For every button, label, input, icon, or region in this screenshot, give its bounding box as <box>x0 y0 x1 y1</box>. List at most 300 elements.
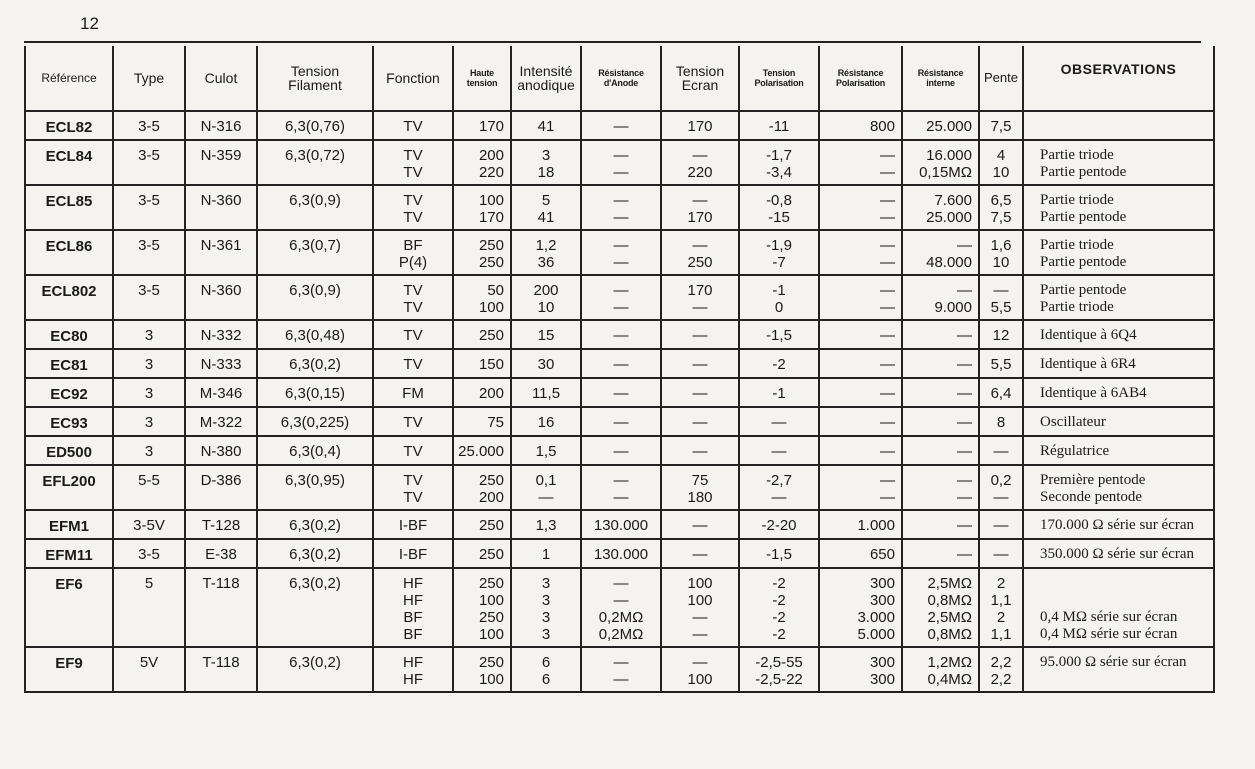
pente-cell-line: 2,2 <box>990 671 1012 688</box>
observations-cell <box>1023 647 1214 692</box>
tension-ecran-cell-content <box>662 540 738 566</box>
table-row <box>25 275 1214 320</box>
resistance-interne-cell-line: — <box>957 327 972 344</box>
reference-cell <box>25 378 113 407</box>
tension-polarisation-cell-line: -1 <box>772 282 786 299</box>
pente-cell-content <box>980 276 1022 319</box>
resistance-anode-cell-content <box>582 437 660 463</box>
pente-cell <box>979 140 1023 185</box>
observations-cell-line: Partie triode <box>1040 147 1114 163</box>
resistance-polarisation-cell-line: 300 <box>869 671 895 688</box>
intensite-anodique-cell-line: 16 <box>537 414 555 431</box>
intensite-anodique-cell-content <box>512 321 580 347</box>
haute-tension-cell-content <box>454 186 510 229</box>
fonction-cell-content <box>374 112 452 138</box>
resistance-interne-cell-line: — <box>957 237 972 254</box>
intensite-anodique-cell-line: 3 <box>541 147 551 164</box>
tension-polarisation-cell <box>739 568 819 647</box>
resistance-interne-cell-content <box>903 231 978 274</box>
type-cell-content: 5-5 <box>138 472 160 489</box>
fonction-cell <box>373 539 453 568</box>
observations-cell-content <box>1024 408 1213 434</box>
tension-polarisation-cell-content <box>740 569 818 646</box>
culot-cell-content: M-346 <box>199 385 243 402</box>
resistance-polarisation-cell-content <box>820 112 901 138</box>
observations-cell-line: 0,4 MΩ série sur écran <box>1040 626 1178 642</box>
resistance-anode-cell-content <box>582 231 660 274</box>
tension-ecran-cell-content <box>662 186 738 229</box>
culot-cell <box>185 436 257 465</box>
intensite-anodique-cell <box>511 568 581 647</box>
tension-ecran-cell-content <box>662 511 738 537</box>
header-haute-tension <box>453 46 511 111</box>
pente-cell <box>979 465 1023 510</box>
resistance-interne-cell-line: — <box>957 443 972 460</box>
resistance-interne-cell <box>902 275 979 320</box>
tension-filament-cell-content: 6,3(0,4) <box>289 443 341 460</box>
header-tension-filament-line-1: Tension <box>290 63 340 79</box>
tension-ecran-cell-content <box>662 379 738 405</box>
resistance-polarisation-cell-line: — <box>880 356 895 373</box>
resistance-polarisation-cell-line: 3.000 <box>857 609 895 626</box>
header-resistance-interne <box>902 46 979 111</box>
reference-cell <box>25 510 113 539</box>
tension-ecran-cell <box>661 436 739 465</box>
tension-filament-cell-content: 6,3(0,15) <box>284 385 346 402</box>
header-resistance-interne-line-1: Résistance <box>917 68 964 78</box>
culot-cell-content: N-359 <box>200 147 242 164</box>
tension-polarisation-cell-line: -1,7 <box>766 147 792 164</box>
resistance-interne-cell-line: — <box>957 517 972 534</box>
pente-cell <box>979 230 1023 275</box>
resistance-polarisation-cell-content <box>820 648 901 691</box>
tension-ecran-cell <box>661 185 739 230</box>
resistance-anode-cell <box>581 568 661 647</box>
haute-tension-cell-line: 250 <box>478 575 504 592</box>
intensite-anodique-cell-content <box>512 437 580 463</box>
intensite-anodique-cell-line: 11,5 <box>531 385 561 402</box>
resistance-interne-cell-content <box>903 141 978 184</box>
intensite-anodique-cell-content <box>512 141 580 184</box>
tension-polarisation-cell-line: -1 <box>772 385 786 402</box>
resistance-polarisation-cell-line: — <box>880 282 895 299</box>
culot-cell <box>185 185 257 230</box>
tension-filament-cell-content: 6,3(0,2) <box>289 575 341 592</box>
pente-cell-line: — <box>993 443 1009 460</box>
resistance-anode-cell-line: — <box>613 164 629 181</box>
tension-polarisation-cell <box>739 510 819 539</box>
tension-polarisation-cell <box>739 465 819 510</box>
resistance-interne-cell <box>902 647 979 692</box>
intensite-anodique-cell <box>511 510 581 539</box>
fonction-cell-line: BF <box>403 626 423 643</box>
pente-cell-line: 7,5 <box>990 209 1012 226</box>
tension-filament-cell <box>257 320 373 349</box>
resistance-interne-cell <box>902 465 979 510</box>
reference-cell-content: EC81 <box>50 357 88 374</box>
resistance-polarisation-cell-line: — <box>880 443 895 460</box>
tension-ecran-cell-line: 220 <box>687 164 713 181</box>
resistance-anode-cell-content <box>582 186 660 229</box>
resistance-interne-cell-line: 0,8MΩ <box>927 626 972 643</box>
resistance-polarisation-cell-content <box>820 350 901 376</box>
fonction-cell <box>373 568 453 647</box>
observations-cell-line: 170.000 Ω série sur écran <box>1040 517 1195 533</box>
type-cell <box>113 647 185 692</box>
tension-ecran-cell-line: 170 <box>687 209 713 226</box>
type-cell <box>113 111 185 140</box>
resistance-polarisation-cell <box>819 378 902 407</box>
header-resistance-polarisation-line-1: Résistance <box>837 68 884 78</box>
resistance-polarisation-cell-line: — <box>880 237 895 254</box>
resistance-anode-cell-line: 0,2MΩ <box>598 626 644 643</box>
header-haute-tension-line-2: tension <box>466 78 498 88</box>
resistance-interne-cell-line: 2,5MΩ <box>927 575 972 592</box>
observations-cell-line: 0,4 MΩ série sur écran <box>1040 609 1178 625</box>
tension-polarisation-cell-line: -2 <box>772 592 786 609</box>
intensite-anodique-cell-line: 5 <box>541 192 551 209</box>
haute-tension-cell-line: 100 <box>478 592 504 609</box>
culot-cell-content: T-118 <box>202 654 240 671</box>
haute-tension-cell <box>453 378 511 407</box>
pente-cell-content <box>980 141 1022 184</box>
resistance-anode-cell-line: — <box>613 209 629 226</box>
culot-cell <box>185 568 257 647</box>
intensite-anodique-cell-line: 41 <box>537 118 555 135</box>
observations-cell-content <box>1024 276 1213 319</box>
intensite-anodique-cell <box>511 378 581 407</box>
resistance-interne-cell-content <box>903 408 978 434</box>
tension-filament-cell <box>257 349 373 378</box>
fonction-cell-line: BF <box>403 609 423 626</box>
tension-filament-cell <box>257 378 373 407</box>
intensite-anodique-cell-line: 18 <box>537 164 555 181</box>
tension-ecran-cell <box>661 111 739 140</box>
intensite-anodique-cell-line: 3 <box>541 626 551 643</box>
resistance-polarisation-cell-line: 5.000 <box>857 626 895 643</box>
tension-ecran-cell-content <box>662 141 738 184</box>
tension-ecran-cell-content <box>662 112 738 138</box>
resistance-anode-cell-line: — <box>613 282 629 299</box>
tension-ecran-cell-content <box>662 231 738 274</box>
header-resistance-anode-line-1: Résistance <box>598 68 644 78</box>
tension-filament-cell-content: 6,3(0,95) <box>284 472 346 489</box>
reference-cell <box>25 111 113 140</box>
resistance-polarisation-cell-line: 300 <box>869 654 895 671</box>
resistance-anode-cell-line: — <box>613 385 629 402</box>
fonction-cell-content <box>374 540 452 566</box>
resistance-anode-cell-content <box>582 511 660 537</box>
observations-cell-content <box>1024 186 1213 229</box>
intensite-anodique-cell <box>511 647 581 692</box>
header-tension-filament <box>257 46 373 111</box>
fonction-cell-line: HF <box>403 671 423 688</box>
fonction-cell-line: TV <box>403 443 423 460</box>
resistance-anode-cell-line: 130.000 <box>593 546 649 563</box>
tension-polarisation-cell <box>739 230 819 275</box>
pente-cell-line: 4 <box>996 147 1006 164</box>
tension-ecran-cell-line: — <box>692 237 708 254</box>
tension-polarisation-cell <box>739 349 819 378</box>
resistance-polarisation-cell-content <box>820 511 901 537</box>
observations-cell-content <box>1024 350 1213 376</box>
haute-tension-cell-line: 75 <box>487 414 504 431</box>
tension-filament-cell-content: 6,3(0,2) <box>289 654 341 671</box>
fonction-cell <box>373 230 453 275</box>
intensite-anodique-cell-line: — <box>538 489 554 506</box>
resistance-anode-cell-line: — <box>613 414 629 431</box>
tension-filament-cell-content: 6,3(0,76) <box>284 118 346 135</box>
resistance-polarisation-cell-line: 800 <box>869 118 895 135</box>
pente-cell <box>979 539 1023 568</box>
resistance-polarisation-cell <box>819 111 902 140</box>
tension-polarisation-cell-content <box>740 379 818 405</box>
resistance-polarisation-cell-line: — <box>880 192 895 209</box>
tension-polarisation-cell-content <box>740 648 818 691</box>
tension-ecran-cell-line: 170 <box>687 118 713 135</box>
pente-cell-line: — <box>993 546 1009 563</box>
intensite-anodique-cell-line: 30 <box>537 356 555 373</box>
pente-cell-line: 5,5 <box>990 299 1012 316</box>
intensite-anodique-cell-content <box>512 112 580 138</box>
header-resistance-interne-line-2: interne <box>926 78 955 88</box>
header-tension-polarisation-line-2: Polarisation <box>754 78 804 88</box>
tension-polarisation-cell <box>739 407 819 436</box>
tension-polarisation-cell-content <box>740 408 818 434</box>
tension-polarisation-cell <box>739 140 819 185</box>
type-cell-content: 3 <box>144 356 154 373</box>
resistance-interne-cell-content <box>903 540 978 566</box>
observations-cell-content <box>1024 511 1213 537</box>
tension-ecran-cell-line: — <box>692 356 708 373</box>
table-body <box>25 111 1214 692</box>
pente-cell-content <box>980 648 1022 691</box>
haute-tension-cell-content <box>454 321 510 347</box>
culot-cell-content: N-360 <box>200 282 242 299</box>
resistance-polarisation-cell <box>819 230 902 275</box>
resistance-anode-cell-content <box>582 112 660 138</box>
resistance-anode-cell <box>581 647 661 692</box>
resistance-interne-cell <box>902 230 979 275</box>
reference-cell-content: EF9 <box>55 655 83 672</box>
reference-cell <box>25 436 113 465</box>
intensite-anodique-cell-line: 1 <box>541 546 551 563</box>
pente-cell <box>979 378 1023 407</box>
resistance-polarisation-cell-line: 650 <box>869 546 895 563</box>
pente-cell-line: 8 <box>996 414 1006 431</box>
tension-ecran-cell <box>661 378 739 407</box>
observations-cell-line: Identique à 6Q4 <box>1040 327 1137 343</box>
pente-cell-line: 1,1 <box>990 592 1012 609</box>
intensite-anodique-cell <box>511 275 581 320</box>
tension-polarisation-cell-line: -2,5-55 <box>755 654 803 671</box>
tension-polarisation-cell-line: -11 <box>768 118 790 135</box>
culot-cell-content: N-316 <box>200 118 242 135</box>
resistance-interne-cell-content <box>903 648 978 691</box>
resistance-interne-cell-line: 7.600 <box>934 192 972 209</box>
haute-tension-cell <box>453 230 511 275</box>
resistance-polarisation-cell-line: 300 <box>869 575 895 592</box>
tension-ecran-cell-line: — <box>692 546 708 563</box>
tension-ecran-cell-content <box>662 466 738 509</box>
resistance-polarisation-cell-content <box>820 321 901 347</box>
haute-tension-cell-content <box>454 379 510 405</box>
type-cell <box>113 436 185 465</box>
pente-cell-content <box>980 321 1022 347</box>
tension-filament-cell <box>257 510 373 539</box>
culot-cell-content: M-322 <box>199 414 243 431</box>
resistance-anode-cell <box>581 111 661 140</box>
culot-cell <box>185 465 257 510</box>
observations-cell-content <box>1024 112 1213 138</box>
haute-tension-cell-content <box>454 540 510 566</box>
tension-filament-cell <box>257 275 373 320</box>
pente-cell-line: 10 <box>992 254 1010 271</box>
haute-tension-cell <box>453 510 511 539</box>
haute-tension-cell <box>453 436 511 465</box>
type-cell-content: 3 <box>144 443 154 460</box>
tension-filament-cell <box>257 465 373 510</box>
resistance-polarisation-cell-line: — <box>880 489 895 506</box>
observations-cell-content <box>1024 141 1213 184</box>
resistance-polarisation-cell-content <box>820 231 901 274</box>
tension-ecran-cell-line: — <box>692 414 708 431</box>
reference-cell-content: EFM1 <box>48 518 89 535</box>
haute-tension-cell <box>453 647 511 692</box>
haute-tension-cell-line: 250 <box>478 654 504 671</box>
resistance-interne-cell <box>902 140 979 185</box>
resistance-anode-cell-content <box>582 350 660 376</box>
fonction-cell <box>373 510 453 539</box>
resistance-polarisation-cell-line: — <box>880 299 895 316</box>
resistance-anode-cell-content <box>582 540 660 566</box>
resistance-polarisation-cell-content <box>820 540 901 566</box>
intensite-anodique-cell <box>511 539 581 568</box>
haute-tension-cell-content <box>454 141 510 184</box>
resistance-polarisation-cell-line: — <box>880 472 895 489</box>
pente-cell-content <box>980 437 1022 463</box>
haute-tension-cell-line: 100 <box>478 626 504 643</box>
haute-tension-cell-content <box>454 231 510 274</box>
culot-cell-content: T-118 <box>202 575 240 592</box>
pente-cell-line: 6,5 <box>990 192 1012 209</box>
haute-tension-cell-content <box>454 350 510 376</box>
fonction-cell-line: TV <box>403 472 423 489</box>
resistance-interne-cell-line: 1,2MΩ <box>927 654 972 671</box>
tension-polarisation-cell-content <box>740 231 818 274</box>
tension-ecran-cell-line: 180 <box>687 489 713 506</box>
resistance-interne-cell-line: 2,5MΩ <box>927 609 972 626</box>
observations-cell <box>1023 510 1214 539</box>
table-row <box>25 378 1214 407</box>
reference-cell <box>25 465 113 510</box>
reference-cell-content: ED500 <box>46 444 92 461</box>
tension-filament-cell <box>257 436 373 465</box>
type-cell <box>113 407 185 436</box>
resistance-anode-cell-content <box>582 276 660 319</box>
pente-cell <box>979 407 1023 436</box>
haute-tension-cell-line: 100 <box>478 192 504 209</box>
tension-ecran-cell-line: — <box>692 609 708 626</box>
resistance-anode-cell <box>581 378 661 407</box>
resistance-interne-cell-content <box>903 511 978 537</box>
tube-characteristics-table <box>24 46 1215 693</box>
haute-tension-cell <box>453 465 511 510</box>
pente-cell-content <box>980 408 1022 434</box>
type-cell-content: 3-5 <box>138 237 160 254</box>
fonction-cell <box>373 647 453 692</box>
pente-cell <box>979 275 1023 320</box>
intensite-anodique-cell-line: 0,1 <box>535 472 557 489</box>
pente-cell-content <box>980 186 1022 229</box>
fonction-cell <box>373 349 453 378</box>
observations-cell <box>1023 230 1214 275</box>
fonction-cell <box>373 465 453 510</box>
type-cell-content: 3 <box>144 385 154 402</box>
type-cell <box>113 510 185 539</box>
resistance-interne-cell-line: 25.000 <box>926 209 972 226</box>
tension-filament-cell-content: 6,3(0,7) <box>289 237 341 254</box>
fonction-cell-content <box>374 141 452 184</box>
tension-polarisation-cell-line: -2 <box>772 609 786 626</box>
tension-filament-cell-content: 6,3(0,2) <box>289 517 341 534</box>
header-reference: Référence <box>25 46 113 111</box>
tension-ecran-cell <box>661 407 739 436</box>
resistance-polarisation-cell <box>819 185 902 230</box>
header-culot: Culot <box>185 46 257 111</box>
resistance-polarisation-cell <box>819 510 902 539</box>
observations-cell <box>1023 436 1214 465</box>
tension-polarisation-cell-content <box>740 511 818 537</box>
tension-ecran-cell <box>661 465 739 510</box>
pente-cell-content <box>980 350 1022 376</box>
page-number: 12 <box>80 14 99 33</box>
resistance-anode-cell-line: — <box>613 192 629 209</box>
tension-ecran-cell-line: 75 <box>691 472 709 489</box>
intensite-anodique-cell-line: 1,5 <box>535 443 557 460</box>
tension-filament-cell <box>257 230 373 275</box>
haute-tension-cell-line: 200 <box>478 385 504 402</box>
tension-polarisation-cell-content <box>740 466 818 509</box>
observations-cell-content <box>1024 437 1213 463</box>
header-observations: OBSERVATIONS <box>1023 46 1214 111</box>
resistance-polarisation-cell-line: — <box>880 327 895 344</box>
fonction-cell-content <box>374 466 452 509</box>
fonction-cell-line: P(4) <box>398 254 428 271</box>
culot-cell-content: N-360 <box>200 192 242 209</box>
intensite-anodique-cell-line: 1,2 <box>535 237 557 254</box>
fonction-cell-line: TV <box>403 282 423 299</box>
resistance-anode-cell-content <box>582 466 660 509</box>
header-resistance-anode-line-2: d'Anode <box>603 78 639 88</box>
intensite-anodique-cell <box>511 320 581 349</box>
tension-polarisation-cell-line: -3,4 <box>766 164 792 181</box>
reference-cell <box>25 320 113 349</box>
pente-cell <box>979 647 1023 692</box>
tube-table-container <box>24 46 1201 693</box>
table-row <box>25 111 1214 140</box>
type-cell-content: 3-5 <box>138 118 160 135</box>
pente-cell <box>979 510 1023 539</box>
table-row <box>25 436 1214 465</box>
culot-cell-content: N-333 <box>200 356 242 373</box>
pente-cell-content <box>980 540 1022 566</box>
observations-cell-line: Première pentode <box>1040 472 1146 488</box>
tension-filament-cell-content: 6,3(0,2) <box>289 546 341 563</box>
tension-polarisation-cell-line: — <box>771 489 787 506</box>
resistance-anode-cell-content <box>582 569 660 646</box>
intensite-anodique-cell-line: 6 <box>541 671 551 688</box>
